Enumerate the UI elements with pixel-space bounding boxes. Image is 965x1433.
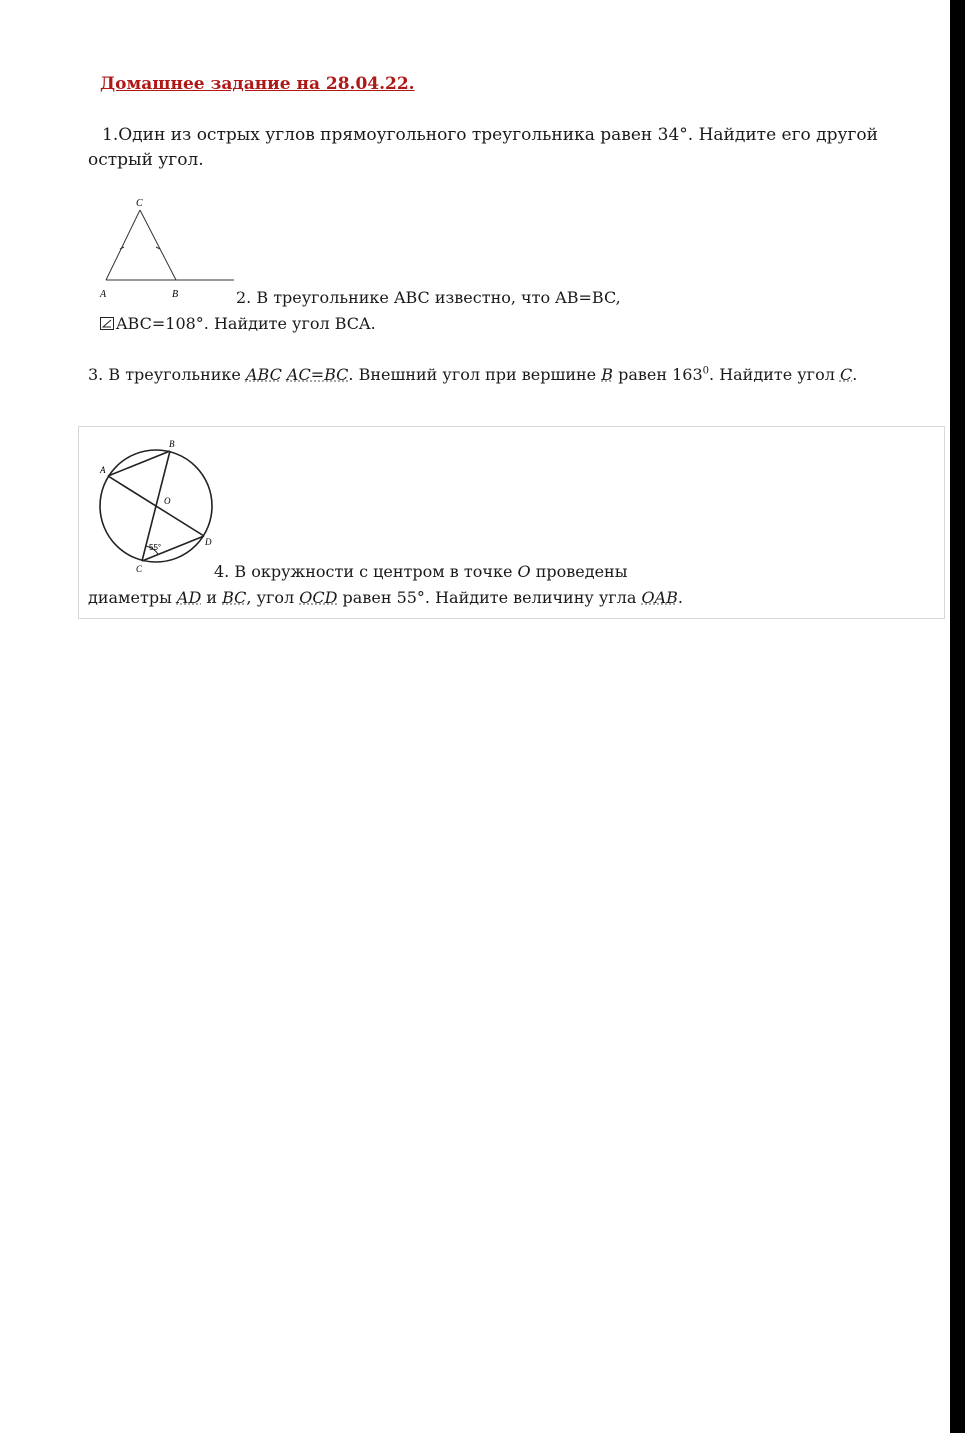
task-2-line-2-text: ABC=108°. Найдите угол BCA. bbox=[116, 314, 376, 333]
task-4-line-2-prefix: диаметры bbox=[88, 588, 177, 607]
task-3-vertex-c: C bbox=[839, 365, 853, 384]
task-4-diameter-bc: BC bbox=[222, 588, 247, 607]
task-3-prefix: 3. В треугольнике bbox=[88, 365, 246, 384]
task-3-degree: 0 bbox=[702, 365, 710, 377]
circle-diameters-figure bbox=[92, 436, 222, 576]
task-4-center-o: O bbox=[517, 562, 531, 581]
task-4-line-1-suffix: проведены bbox=[530, 562, 628, 581]
page-title: Домашнее задание на 28.04.22. bbox=[100, 74, 415, 94]
point-label-a: A bbox=[100, 465, 106, 475]
side-cb-line bbox=[140, 210, 176, 280]
task-4-angle-word: , угол bbox=[246, 588, 300, 607]
task-4-end: . bbox=[677, 588, 683, 607]
task-3-question: . Найдите угол bbox=[709, 365, 840, 384]
task-3-end: . bbox=[852, 365, 858, 384]
vertex-label-a: A bbox=[100, 289, 107, 300]
task-4-text-line-1 bbox=[214, 562, 627, 581]
angle-symbol-icon bbox=[100, 317, 114, 330]
task-3-triangle-name: ABC bbox=[245, 365, 282, 384]
point-label-o: O bbox=[164, 496, 171, 506]
task-4-and: и bbox=[201, 588, 223, 607]
task-1-text: 1.Один из острых углов прямоугольного треугольника равен 34°. Найдите его другой острый угол. bbox=[88, 125, 878, 170]
right-edge-bar bbox=[950, 0, 965, 1433]
task-4-line-2-middle: равен 55°. Найдите величину угла bbox=[337, 588, 642, 607]
task-3-equality: AC=BC bbox=[286, 365, 349, 384]
task-2-text-line-2 bbox=[100, 314, 376, 333]
vertex-label-b: B bbox=[172, 289, 179, 300]
angle-value-label: 55° bbox=[149, 543, 162, 552]
isosceles-triangle-figure bbox=[94, 192, 244, 302]
task-3-middle: . Внешний угол при вершине bbox=[348, 365, 602, 384]
task-4-angle-ocd: OCD bbox=[299, 588, 338, 607]
vertex-label-c: C bbox=[136, 198, 143, 209]
task-2-text-line-1: 2. В треугольнике ABC известно, что AB=BC, bbox=[236, 288, 621, 307]
side-ac-line bbox=[106, 210, 140, 280]
task-3-vertex-b: B bbox=[601, 365, 613, 384]
task-4-diameter-ad: AD bbox=[176, 588, 202, 607]
point-label-b: B bbox=[169, 439, 175, 449]
point-label-c: C bbox=[136, 564, 143, 574]
chord-ab bbox=[108, 451, 170, 476]
task-4-line-1-prefix: 4. В окружности с центром в точке bbox=[214, 562, 518, 581]
task-3-value: равен 163 bbox=[613, 365, 703, 384]
point-label-d: D bbox=[205, 537, 212, 547]
task-4-angle-oab: OAB bbox=[641, 588, 678, 607]
task-4-text-line-2 bbox=[88, 588, 683, 607]
task-3-text bbox=[88, 365, 857, 384]
